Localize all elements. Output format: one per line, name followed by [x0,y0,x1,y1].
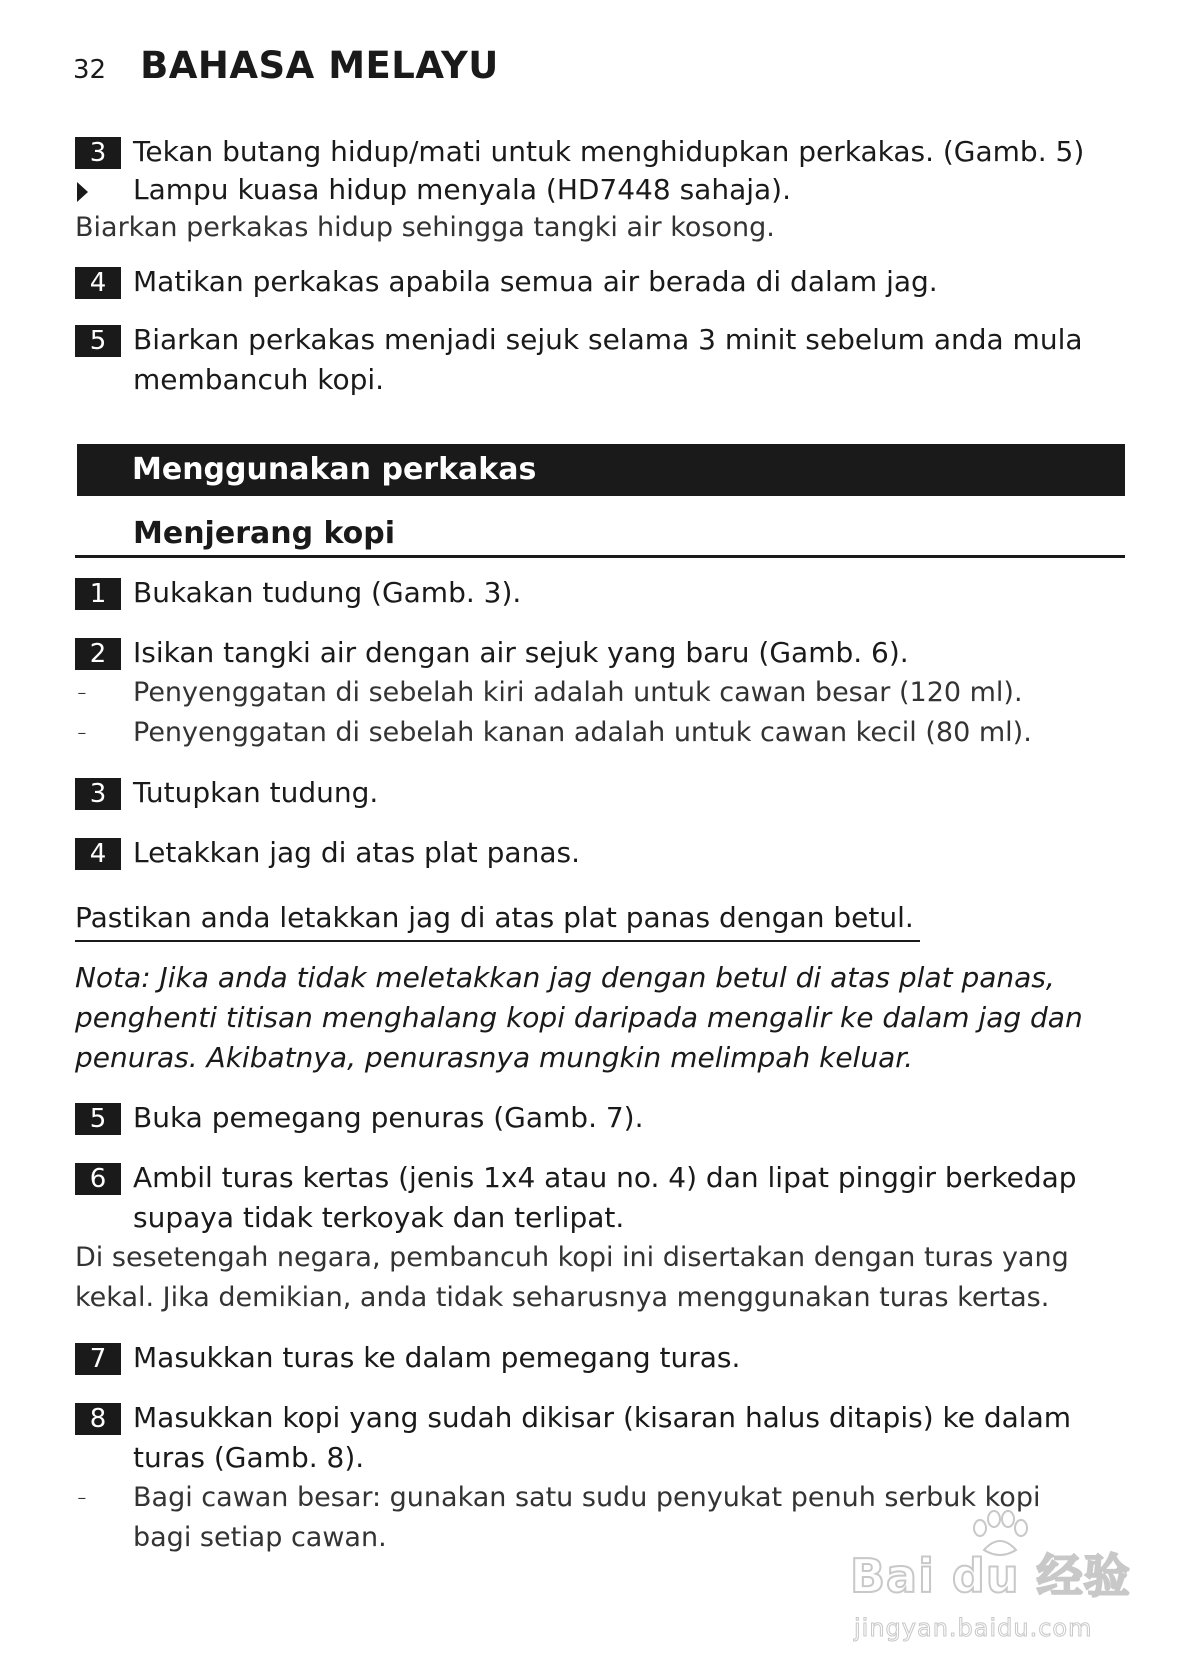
dash-item: - Penyenggatan di sebelah kiri adalah untuk cawan besar (120 ml). [77,677,1023,708]
step-number: 1 [75,578,121,610]
para-line-2: kekal. Jika demikian, anda tidak seharusnya menggunakan turas kertas. [75,1282,1050,1313]
step-number: 5 [75,325,121,357]
step-number: 7 [75,1343,121,1375]
step-text: Buka pemegang penuras (Gamb. 7). [133,1101,644,1134]
bullet-text: Lampu kuasa hidup menyala (HD7448 sahaja). [133,173,791,206]
watermark-url: jingyan.baidu.com [854,1614,1093,1642]
dash-item: - Penyenggatan di sebelah kanan adalah untuk cawan kecil (80 ml). [77,717,1032,748]
step-8-add-coffee [75,1398,1135,1478]
step-text-line-1: Masukkan kopi yang sudah dikisar (kisaran halus ditapis) ke dalam [133,1401,1071,1434]
subsection-title: Menjerang kopi [133,516,396,551]
step-3-close-lid [75,773,1135,813]
note-line-2: penghenti titisan menghalang kopi daripada mengalir ke dalam jag dan [75,1001,1083,1034]
step-4-switch-off [75,262,1135,302]
step-text: Bukakan tudung (Gamb. 3). [133,576,522,609]
dash-text-line-1: Bagi cawan besar: gunakan satu sudu penyukat penuh serbuk kopi [133,1482,1041,1513]
step-text: Letakkan jag di atas plat panas. [133,836,580,869]
dash-text: Penyenggatan di sebelah kiri adalah untuk cawan besar (120 ml). [133,677,1023,708]
note-line-1: Nota: Jika anda tidak meletakkan jag dengan betul di atas plat panas, [75,961,1055,994]
dash-text: Penyenggatan di sebelah kanan adalah untuk cawan kecil (80 ml). [133,717,1032,748]
section-title-bar: Menggunakan perkakas [77,444,1125,496]
step-6-paper-filter [75,1158,1135,1238]
step-text: Isikan tangki air dengan air sejuk yang baru (Gamb. 6). [133,636,909,669]
note-line-3: penuras. Akibatnya, penurasnya mungkin melimpah keluar. [75,1041,914,1074]
step-text: Tutupkan tudung. [133,776,379,809]
step-5-cool-down [75,320,1135,400]
step-number: 5 [75,1103,121,1135]
triangle-bullet-icon [77,182,88,202]
subsection-divider [75,555,1125,558]
step-number: 3 [75,778,121,810]
warning-text: Pastikan anda letakkan jag di atas plat panas dengan betul. [75,898,920,942]
baidu-watermark [850,1510,1150,1660]
page-number: 32 [73,55,107,85]
para-line-1: Di sesetengah negara, pembancuh kopi ini disertakan dengan turas yang [75,1242,1069,1273]
step-text-line-2: supaya tidak terkoyak dan terlipat. [133,1201,625,1234]
step-text-line-1: Ambil turas kertas (jenis 1x4 atau no. 4) dan lipat pinggir berkedap [133,1161,1077,1194]
dash-text-line-2: bagi setiap cawan. [133,1522,387,1553]
step-1-open-lid [75,573,1135,613]
step-7-insert-filter [75,1338,1135,1378]
step-2-fill-tank [75,633,1135,673]
info-paragraph: Biarkan perkakas hidup sehingga tangki air kosong. [75,212,775,243]
page-header [73,44,499,90]
step-number: 4 [75,838,121,870]
step-4-place-jug [75,833,1135,873]
note-paragraph [75,958,1135,1078]
step-text: Tekan butang hidup/mati untuk menghidupkan perkakas. (Gamb. 5) [133,135,1085,168]
watermark-brand: Bai du 经验 [850,1549,1131,1603]
step-text-line-2: membancuh kopi. [133,363,385,396]
step-number: 3 [75,137,121,169]
step-number: 8 [75,1403,121,1435]
info-paragraph [75,1238,1135,1318]
step-3-power [75,132,1135,172]
step-text: Masukkan turas ke dalam pemegang turas. [133,1341,741,1374]
step-text: Matikan perkakas apabila semua air berada di dalam jag. [133,265,938,298]
step-text-line-1: Biarkan perkakas menjadi sejuk selama 3 minit sebelum anda mula [133,323,1083,356]
language-title: BAHASA MELAYU [140,44,499,87]
result-bullet [75,170,1135,210]
dash-item: - Bagi cawan besar: gunakan satu sudu penyukat penuh serbuk kopi bagi setiap cawan. [75,1478,1135,1558]
step-number: 6 [75,1163,121,1195]
step-text-line-2: turas (Gamb. 8). [133,1441,365,1474]
step-number: 4 [75,267,121,299]
step-5-open-filter-holder [75,1098,1135,1138]
step-number: 2 [75,638,121,670]
